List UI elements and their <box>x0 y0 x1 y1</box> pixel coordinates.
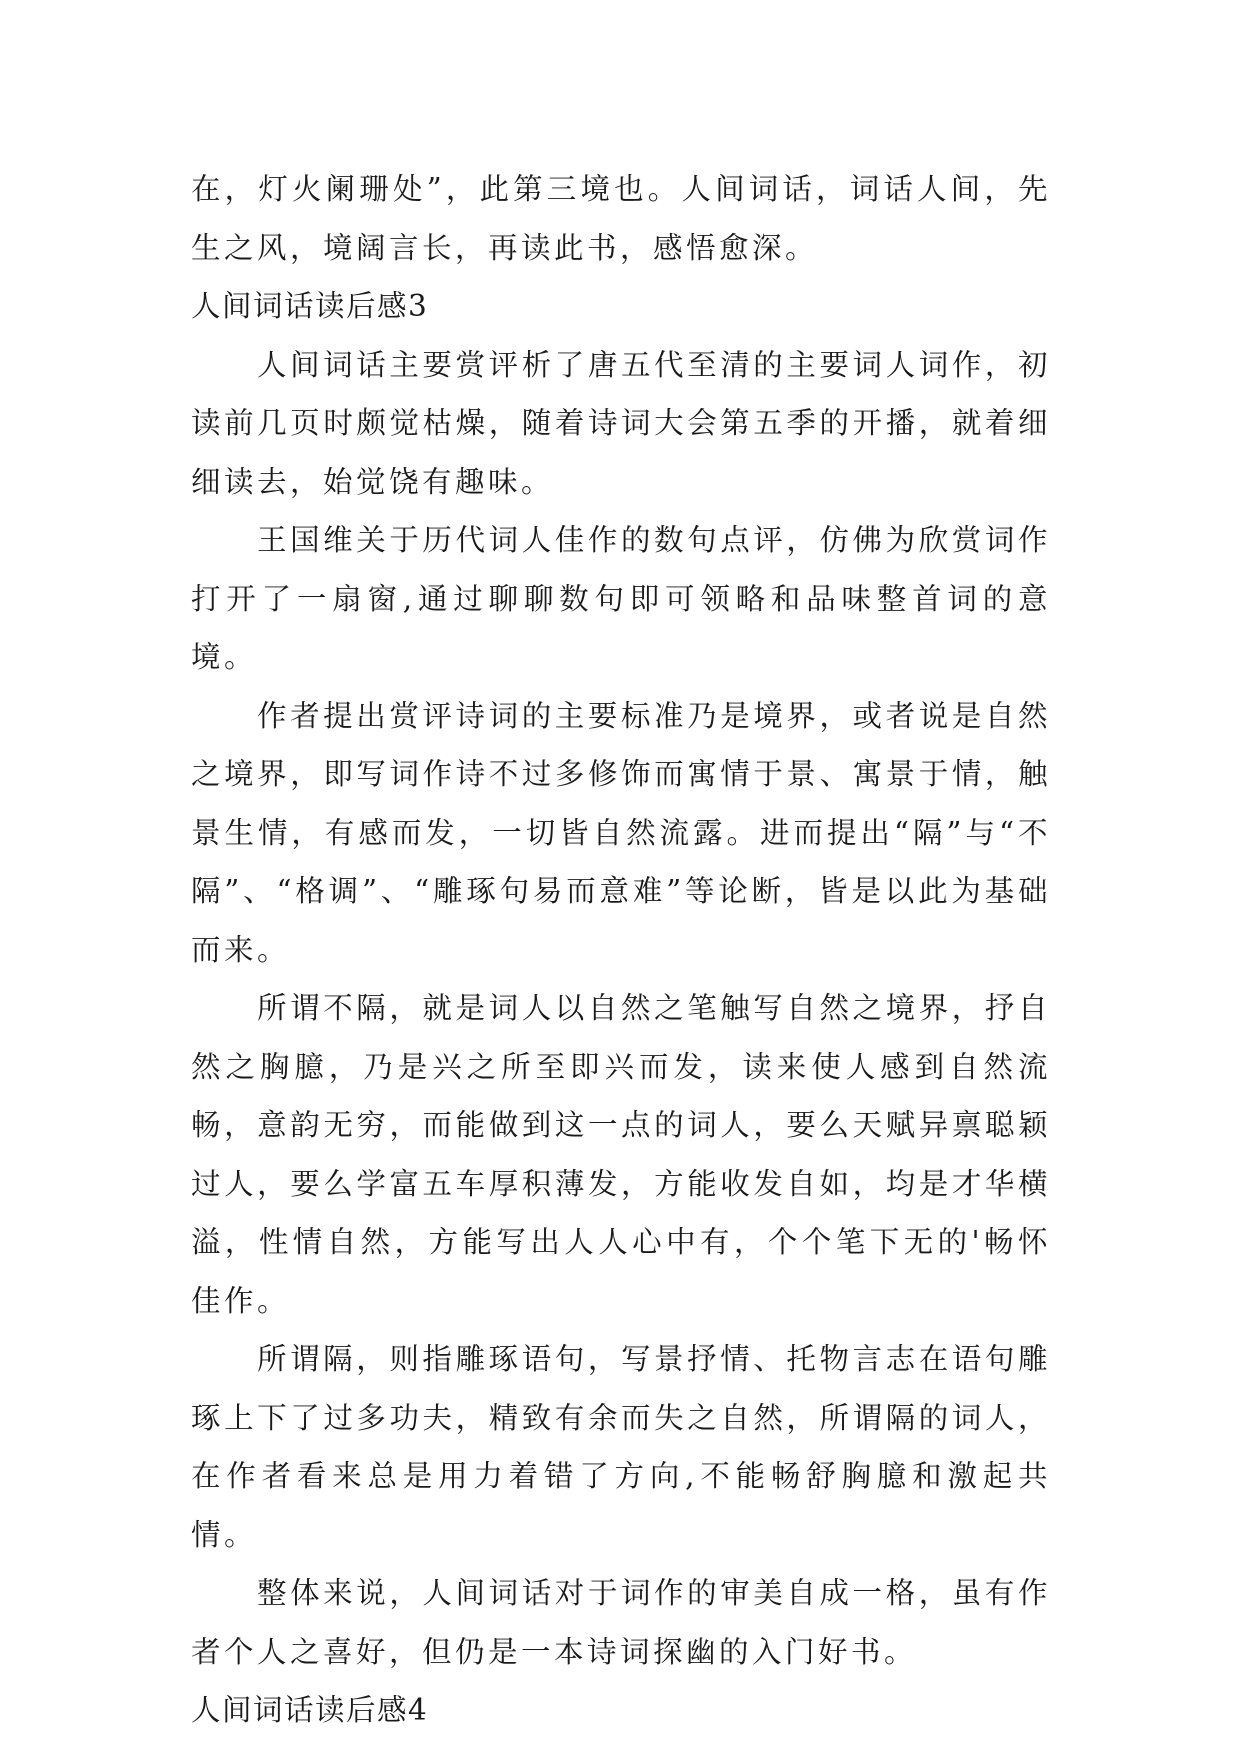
paragraph-buge: 所谓不隔，就是词人以自然之笔触写自然之境界，抒自然之胸臆，乃是兴之所至即兴而发，读来使人感到自然流畅，意韵无穷，而能做到这一点的词人，要么天赋异禀聪颖过人，要么学富五车厚积薄发，方能收发自如，均是才华横溢，性情自然，方能写出人人心中有，个个笔下无的'畅怀佳作。 <box>191 991 1051 1318</box>
paragraph-intro: 人间词话主要赏评析了唐五代至清的主要词人词作，初读前几页时颇觉枯燥，随着诗词大会第五季的开播，就着细细读去，始觉饶有趣味。 <box>191 347 1051 499</box>
paragraph-wang-guowei: 王国维关于历代词人佳作的数句点评，仿佛为欣赏词作打开了一扇窗,通过聊聊数句即可领略和品味整首词的意境。 <box>191 523 1051 674</box>
paragraph-jingjie: 作者提出赏评诗词的主要标准乃是境界，或者说是自然之境界，即写词作诗不过多修饰而寓情于景、寓景于情，触景生情，有感而发，一切皆自然流露。进而提出“隔”与“不隔”、“格调”、“雕琢句易而意难”等论断，皆是以此为基础而来。 <box>191 698 1051 967</box>
section-heading-3: 人间词话读后感3 <box>191 289 429 323</box>
paragraph-continuation: 在，灯火阑珊处”，此第三境也。人间词话，词话人间，先生之风，境阔言长，再读此书，感悟愈深。 <box>191 172 1051 265</box>
paragraph-conclusion: 整体来说，人间词话对于词作的审美自成一格，虽有作者个人之喜好，但仍是一本诗词探幽的入门好书。 <box>191 1576 1051 1669</box>
paragraph-ge: 所谓隔，则指雕琢语句，写景抒情、托物言志在语句雕琢上下了过多功夫，精致有余而失之自然，所谓隔的词人，在作者看来总是用力着错了方向,不能畅舒胸臆和激起共情。 <box>191 1342 1051 1552</box>
section-heading-4: 人间词话读后感4 <box>191 1693 429 1727</box>
document-body <box>191 160 1051 1740</box>
